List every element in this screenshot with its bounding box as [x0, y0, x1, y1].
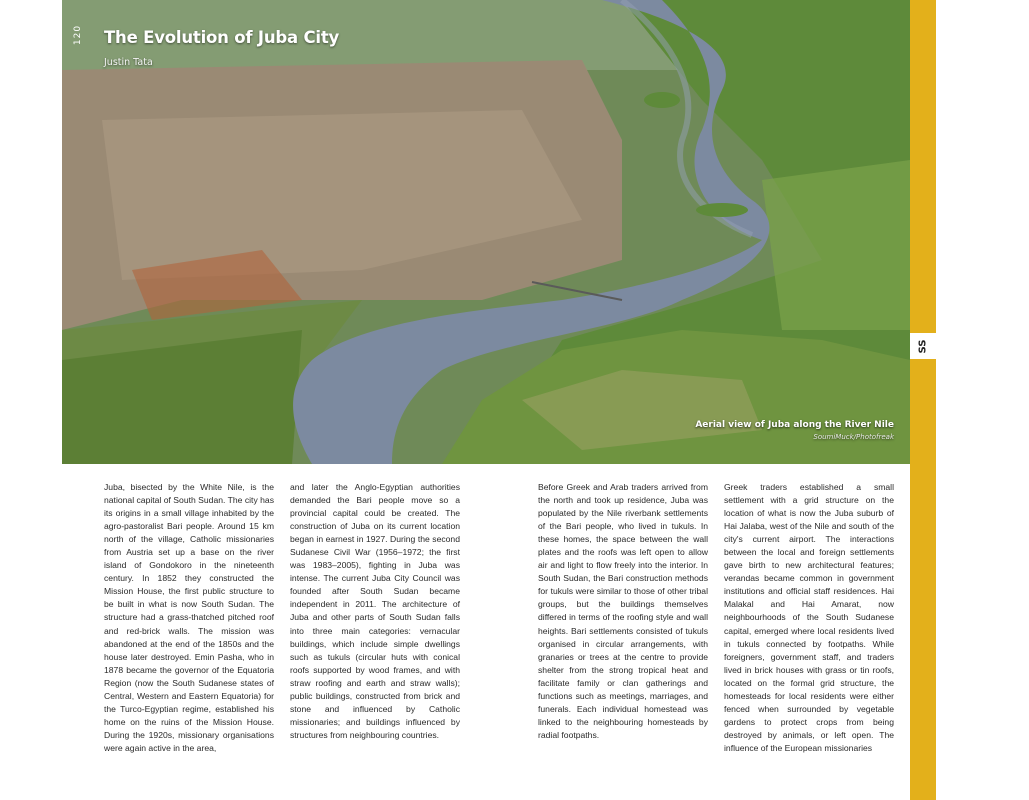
paragraph: Juba, bisected by the White Nile, is the national capital of South Sudan. The city has its origins in a small village inhabited by the agro-pastoralist Bari people. Around 15 km north of the village, Catholic missionaries from Austria set up a base on the river island of Gondokoro in the nineteenth century. In 1852 they constructed the Mission House, the first public structure to be built in what is now South Sudan. The structure had a grass-thatched pitched roof and red-brick walls. The mission was abandoned at the end of the 1850s and the house later destroyed. Emin Pasha, who in 1878 became the governor of the Equatoria Region (now the South Sudanese states of Central, Western and Eastern Equatoria) for the Turco-Egyptian regime, established his home on the ruins of the Mission House. During the 1920s, missionary organisations were again active in the area, — [104, 482, 274, 753]
article-author: Justin Tata — [104, 57, 153, 68]
text-column-4 — [724, 481, 894, 755]
paragraph: Greek traders established a small settlement with a grid structure on the location of what is now the Juba suburb of Hai Jalaba, west of the Nile and south of the city's current airport. The interactions between the local and foreign settlements gave birth to new architectural features; verandas became common in government institutions and official staff residences. Hai Malakal and Hai Amarat, now neighbourhoods of the South Sudanese capital, emerged where local residents lived in tukuls connected by footpaths. While foreigners, government staff, and traders lived in brick houses with grass or tin roofs, located on the formal grid structure, the homesteads for local residents were either fenced when surrounded by vegetable gardens to protect crops from being destroyed by animals, or left open. The influence of the European missionaries — [724, 482, 894, 753]
country-code: SS — [917, 339, 929, 353]
text-column-2 — [290, 481, 460, 742]
aerial-photo — [62, 0, 910, 464]
aerial-photo-graphic — [62, 0, 910, 464]
page-number-left: 120 — [73, 24, 83, 46]
section-tab — [910, 0, 936, 800]
photo-caption: Aerial view of Juba along the River Nile — [695, 420, 894, 430]
text-column-3 — [538, 481, 708, 742]
country-code-badge — [910, 333, 936, 359]
photo-credit: SoumiMuck/Photofreak — [813, 433, 894, 441]
section-tab-label — [910, 0, 1029, 120]
paragraph: Before Greek and Arab traders arrived from the north and took up residence, Juba was populated by the Nile riverbank settlements of the Bari people, who lived in tukuls. In these homes, the space between the wall plates and the roofs was left open to allow air and light to flow freely into the interior. In South Sudan, the Bari construction methods for tukuls were similar to those of other tribal groups, but the buildings themselves differed in terms of the roofing style and wall heights. Bari settlements consisted of tukuls organised in circular arrangements, with granaries or trees at the centre to provide shelter from the strong tropical heat and facilitate family or clan gatherings and functions such as meetings, marriages, and funerals. Each individual homestead was linked to the neighbouring homesteads by radial footpaths. — [538, 482, 708, 740]
paragraph: and later the Anglo-Egyptian authorities demanded the Bari people move so a provincial capital could be created. The construction of Juba on its current location began in earnest in 1927. During the second Sudanese Civil War (1956–1972; the first was 1983–2005), fighting in Juba was intense. The current Juba City Council was founded after South Sudan became independent in 2011. The architecture of Juba and other parts of South Sudan falls into three main categories: vernacular buildings, which include simple dwellings such as tukuls (circular huts with conical roofs supported by wood frames, and with straw roofing and earth and straw walls); public buildings, constructed from brick and stone and influenced by Catholic missionaries; and buildings influenced by structures from neighbouring countries. — [290, 482, 460, 740]
article-title: The Evolution of Juba City — [104, 28, 340, 47]
section-name: South Sudan — [957, 64, 1029, 76]
text-column-1 — [104, 481, 274, 755]
page-number-right: 121 — [983, 56, 1003, 68]
